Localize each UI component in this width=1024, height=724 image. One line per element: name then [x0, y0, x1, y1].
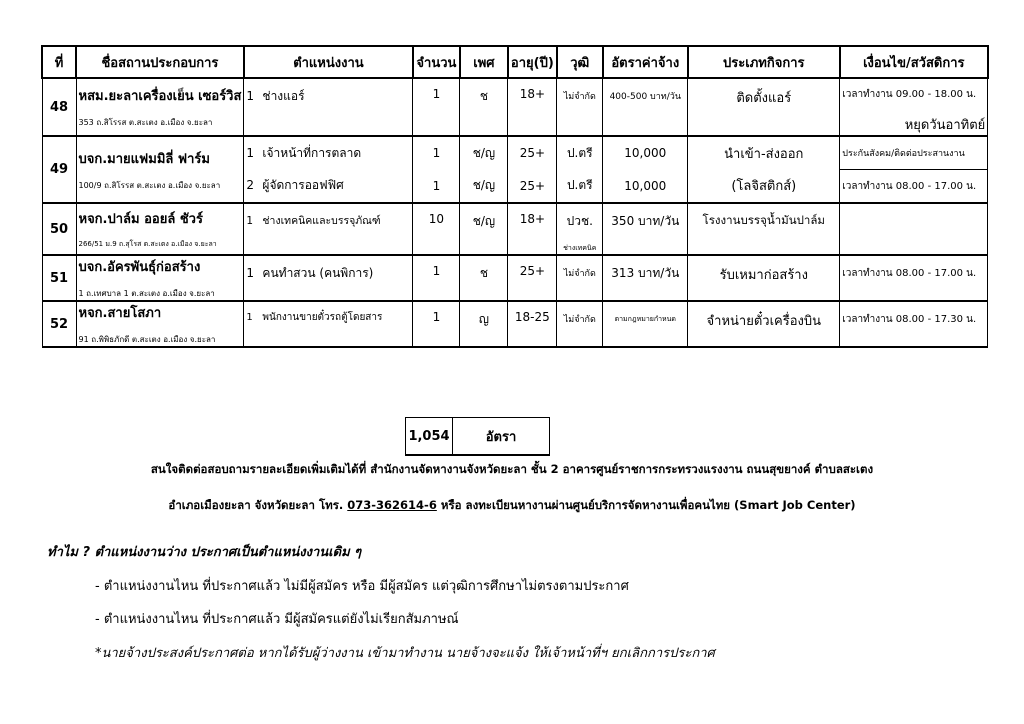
company-address: 266/51 ม.9 ถ.สุโรส ต.สะเตง อ.เมือง จ.ยะลา — [78, 240, 217, 248]
header-count: จำนวน — [413, 46, 460, 78]
edu-value: ปวช. — [566, 214, 593, 228]
wage-cell: 400-500 บาท/วัน — [603, 78, 688, 136]
wage-cell: ตามกฎหมายกำหนด — [603, 301, 688, 347]
company-name: หจก.ปาล์ม ออยล์ ชัวร์ — [78, 212, 203, 227]
business-cell: นำเข้า-ส่งออก — [688, 136, 840, 170]
edu-sub: ช่างเทคนิค — [563, 244, 597, 252]
conditions-cell — [840, 301, 988, 347]
count-cell: 1 — [413, 301, 460, 347]
row-no: 49 — [42, 136, 76, 203]
count-cell: 1 — [413, 255, 460, 301]
position-number: 2 — [246, 178, 255, 193]
edu-cell — [557, 203, 603, 255]
header-sex: เพศ — [460, 46, 508, 78]
why-heading: ทำไม ? ตำแหน่งงานว่าง ประกาศเป็นตำแหน่งงานเดิม ๆ — [47, 545, 362, 560]
reason-bullet-1: - ตำแหน่งงานไหน ที่ประกาศแล้ว ไม่มีผู้สมัคร หรือ มีผู้สมัคร แต่วุฒิการศึกษาไม่ตรงตามประกาศ — [95, 579, 629, 594]
header-position: ตำแหน่งงาน — [244, 46, 413, 78]
sex-cell: ช — [460, 78, 508, 136]
age-cell: 18+ — [508, 78, 557, 136]
position-title: เจ้าหน้าที่การตลาด — [262, 145, 362, 160]
edu-cell: ไม่จำกัด — [557, 255, 603, 301]
sex-cell: ช/ญ — [460, 203, 508, 255]
count-cell: 1 — [413, 78, 460, 136]
position-cell — [244, 301, 413, 347]
company-cell — [76, 78, 244, 136]
condition-hours: เวลาทำงาน 08.00 - 17.30 น. — [842, 314, 977, 325]
business-cell: ติดตั้งแอร์ — [688, 78, 840, 136]
conditions-cell — [840, 170, 988, 204]
total-count: 1,054 — [406, 418, 453, 456]
conditions-cell — [840, 78, 988, 136]
table-row — [42, 136, 988, 170]
age-cell: 25+ — [508, 136, 557, 170]
company-name: บจก.อัครพันธุ์ก่อสร้าง — [78, 260, 201, 275]
position-cell — [244, 203, 413, 255]
position-number: 1 — [246, 266, 255, 280]
business-cell: จำหน่ายตั๋วเครื่องบิน — [688, 301, 840, 347]
position-number: 1 — [246, 215, 254, 227]
edu-cell: ป.ตรี — [557, 136, 603, 170]
header-conditions: เงื่อนไข/สวัสดิการ — [840, 46, 988, 78]
company-cell — [76, 301, 244, 347]
age-cell: 25+ — [508, 255, 557, 301]
age-cell: 18+ — [508, 203, 557, 255]
company-name: หจก.สายโสภา — [78, 306, 162, 321]
count-cell: 1 — [413, 170, 460, 204]
wage-cell: 313 บาท/วัน — [603, 255, 688, 301]
business-cell: โรงงานบรรจุน้ำมันปาล์ม — [688, 203, 840, 255]
position-cell — [244, 136, 413, 170]
condition-hours: เวลาทำงาน 08.00 - 17.00 น. — [842, 268, 977, 279]
row-no: 50 — [42, 203, 76, 255]
job-table — [41, 45, 989, 348]
total-summary — [405, 417, 550, 456]
row-no: 51 — [42, 255, 76, 301]
header-business: ประเภทกิจการ — [688, 46, 840, 78]
sex-cell: ช/ญ — [460, 170, 508, 204]
position-number: 1 — [246, 89, 255, 103]
company-name: บจก.มายแฟมมิลี่ ฟาร์ม — [78, 151, 210, 167]
sex-cell: ช — [460, 255, 508, 301]
position-title: พนักงานขายตั๋วรถตู้โดยสาร — [262, 312, 383, 323]
contact-suffix: หรือ ลงทะเบียนหางานผ่านศูนย์บริการจัดหางานเพื่อคนไทย (Smart Job Center) — [440, 498, 856, 512]
position-cell — [244, 78, 413, 136]
header-company: ชื่อสถานประกอบการ — [76, 46, 244, 78]
position-number: 1 — [246, 145, 255, 160]
age-cell: 18-25 — [508, 301, 557, 347]
position-title: ช่างเทคนิคและบรรจุภัณฑ์ — [262, 215, 381, 227]
contact-prefix: อำเภอเมืองยะลา จังหวัดยะลา โทร. — [168, 498, 344, 512]
total-label: อัตรา — [453, 418, 550, 456]
position-title: ผู้จัดการออฟฟิศ — [262, 178, 344, 193]
phone-number[interactable]: 073-362614-6 — [347, 498, 437, 512]
reason-bullet-2: - ตำแหน่งงานไหน ที่ประกาศแล้ว มีผู้สมัครแต่ยังไม่เรียกสัมภาษณ์ — [95, 612, 459, 627]
edu-cell: ป.ตรี — [557, 170, 603, 204]
header-wage: อัตราค่าจ้าง — [603, 46, 688, 78]
company-cell — [76, 203, 244, 255]
sex-cell: ญ — [460, 301, 508, 347]
company-address: 353 ถ.สิโรรส ต.สะเตง อ.เมือง จ.ยะลา — [78, 118, 213, 127]
count-cell: 10 — [413, 203, 460, 255]
wage-cell: 10,000 — [603, 136, 688, 170]
edu-cell: ไม่จำกัด — [557, 301, 603, 347]
header-edu: วุฒิ — [557, 46, 603, 78]
row-no: 48 — [42, 78, 76, 136]
position-cell — [244, 170, 413, 204]
company-cell — [76, 255, 244, 301]
business-cell: รับเหมาก่อสร้าง — [688, 255, 840, 301]
sex-cell: ช/ญ — [460, 136, 508, 170]
header-no: ที่ — [42, 46, 76, 78]
table-header-row — [42, 46, 988, 78]
count-cell: 1 — [413, 136, 460, 170]
contact-line-1: สนใจติดต่อสอบถามรายละเอียดเพิ่มเติมได้ที่ สำนักงานจัดหางานจังหวัดยะลา ชั้น 2 อาคารศูนย์ราชการกระทรวงแรงงาน ถนนสุขยางค์ ตำบลสะเตง — [150, 462, 874, 476]
position-title: คนทำสวน (คนพิการ) — [262, 266, 374, 280]
position-title: ช่างแอร์ — [262, 89, 305, 103]
wage-cell: 350 บาท/วัน — [603, 203, 688, 255]
employer-footnote: *นายจ้างประสงค์ประกาศต่อ หากได้รับผู้ว่างงาน เข้ามาทำงาน นายจ้างจะแจ้ง ให้เจ้าหน้าที่ฯ ยกเลิกการประกาศ — [95, 646, 715, 661]
position-number: 1 — [246, 312, 253, 323]
company-address: 1 ถ.เทศบาล 1 ต.สะเตง อ.เมือง จ.ยะลา — [78, 289, 215, 298]
company-address: 100/9 ถ.สิโรรส ต.สะเตง อ.เมือง จ.ยะลา — [78, 180, 221, 190]
conditions-cell — [840, 203, 988, 255]
age-cell: 25+ — [508, 170, 557, 204]
business-cell: (โลจิสติกส์) — [688, 170, 840, 204]
position-cell — [244, 255, 413, 301]
condition-hours: เวลาทำงาน 08.00 - 17.00 น. — [842, 180, 977, 192]
edu-cell: ไม่จำกัด — [557, 78, 603, 136]
row-no: 52 — [42, 301, 76, 347]
condition-benefits: ประกันสังคม/ติดต่อประสานงาน — [842, 149, 965, 159]
condition-holiday: หยุดวันอาทิตย์ — [904, 118, 986, 133]
company-address: 91 ถ.พิพิธภักดี ต.สะเตง อ.เมือง จ.ยะลา — [78, 335, 216, 344]
wage-cell: 10,000 — [603, 170, 688, 204]
company-name: หสม.ยะลาเครื่องเย็น เซอร์วิส — [78, 89, 242, 104]
header-age: อายุ(ปี) — [508, 46, 557, 78]
condition-hours: เวลาทำงาน 09.00 - 18.00 น. — [842, 89, 977, 100]
conditions-cell — [840, 136, 988, 170]
conditions-cell — [840, 255, 988, 301]
contact-line-2 — [0, 497, 1024, 515]
company-cell — [76, 136, 244, 203]
